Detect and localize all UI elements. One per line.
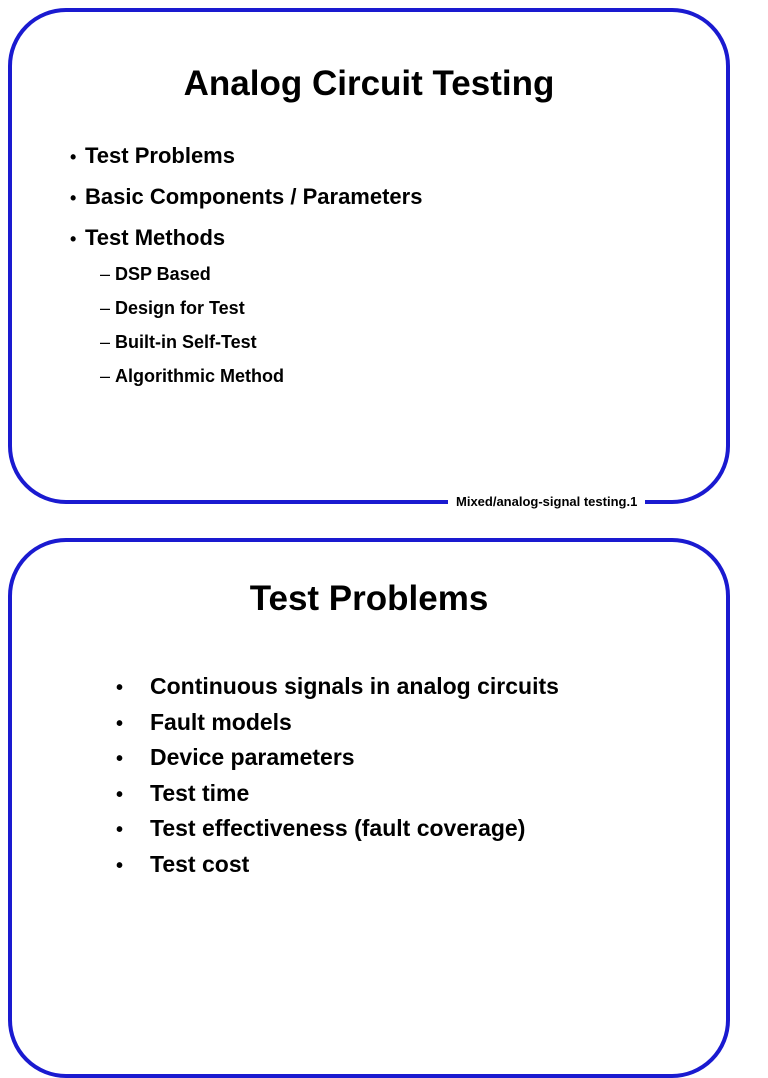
bullet-item	[116, 812, 559, 848]
bullet-marker: •	[116, 712, 124, 735]
bullet-marker: •	[70, 188, 77, 208]
bullet-marker: •	[70, 147, 77, 167]
bullet-marker: •	[70, 229, 77, 249]
bullet-text: Test cost	[150, 850, 250, 877]
bullet-text: Continuous signals in analog circuits	[150, 673, 559, 699]
bullet-text: Device parameters	[150, 744, 355, 770]
bullet-item	[116, 848, 559, 884]
dash-marker: –	[100, 366, 111, 386]
bullet-text: Test Methods	[85, 225, 226, 250]
bullet-item	[70, 224, 422, 399]
bullet-item	[116, 706, 559, 742]
bullet-list	[116, 670, 559, 883]
bullet-item	[70, 183, 422, 224]
dash-marker: –	[100, 298, 111, 318]
bullet-text: Test effectiveness (fault coverage)	[150, 815, 526, 841]
sub-bullet-item	[100, 365, 422, 399]
bullet-item	[116, 670, 559, 706]
sub-bullet-text: Design for Test	[115, 298, 245, 318]
bullet-marker: •	[116, 677, 124, 699]
bullet-text: Basic Components / Parameters	[85, 184, 423, 209]
sub-bullet-text: DSP Based	[115, 264, 211, 284]
sub-bullet-item	[100, 331, 422, 365]
bullet-item	[116, 777, 559, 813]
bullet-text: Test Problems	[85, 143, 235, 168]
slide-footer-label: Mixed/analog-signal testing.1	[448, 492, 645, 512]
sub-bullet-item	[100, 297, 422, 331]
sub-bullet-list	[70, 263, 422, 399]
bullet-marker: •	[116, 819, 124, 841]
bullet-text: Test time	[150, 779, 250, 806]
bullet-marker: •	[116, 854, 124, 877]
sub-bullet-item	[100, 263, 422, 297]
bullet-list	[70, 142, 422, 399]
bullet-item	[116, 741, 559, 777]
slide-title: Analog Circuit Testing	[183, 64, 555, 103]
sub-bullet-text: Algorithmic Method	[115, 366, 284, 386]
dash-marker: –	[100, 264, 111, 284]
bullet-text: Fault models	[150, 708, 292, 735]
bullet-marker: •	[116, 748, 124, 770]
slide-title: Test Problems	[249, 579, 489, 618]
dash-marker: –	[100, 332, 111, 352]
bullet-marker: •	[116, 783, 124, 806]
bullet-item	[70, 142, 422, 183]
sub-bullet-text: Built-in Self-Test	[115, 332, 257, 352]
